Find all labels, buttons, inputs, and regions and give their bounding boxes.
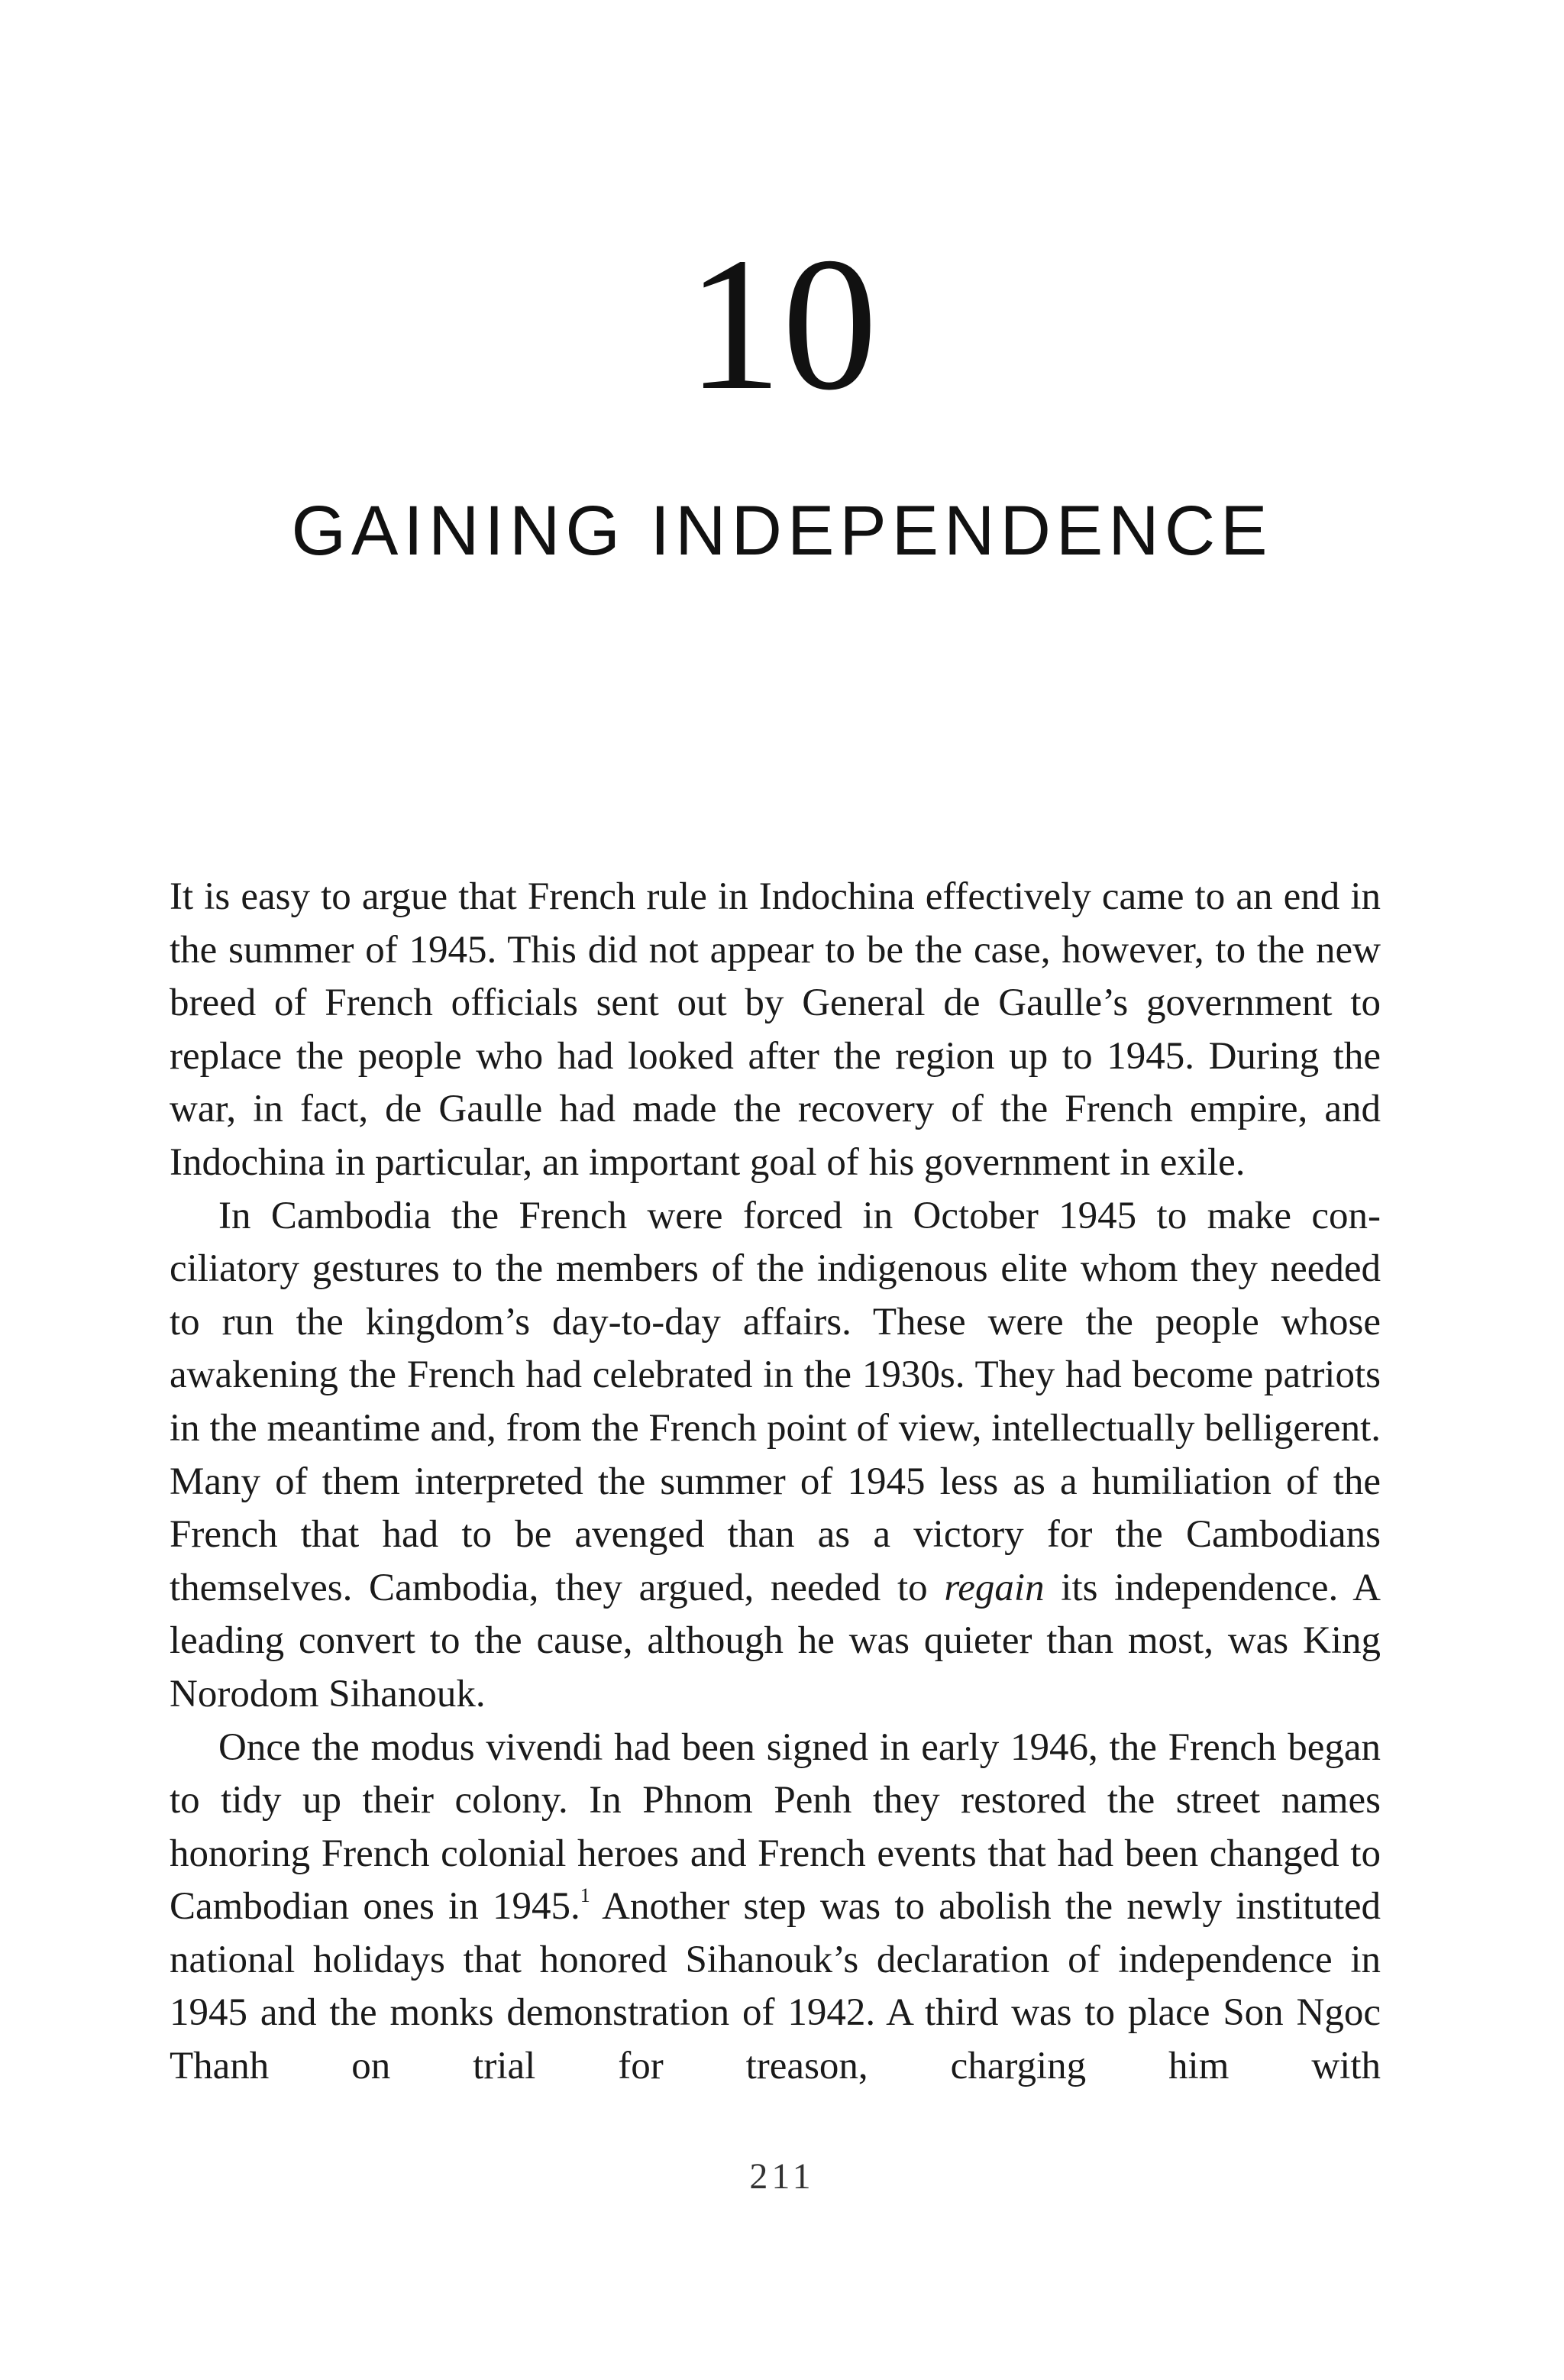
chapter-title: GAINING INDEPENDENCE: [291, 492, 1273, 570]
italic-emphasis: regain: [944, 1566, 1045, 1609]
paragraph-3-text-start: Once the modus vivendi had been signed in early 1946, the French began to tidy up their colony. In Phnom Penh they restored the street names honoring French colonial heroes and French events that had been changed to Cambodian ones in 1945.: [170, 1725, 1381, 1929]
chapter-number: 10: [687, 218, 877, 430]
paragraph-3-text-end: Another step was to abolish the newly instituted national holidays that honored Sihanouk’s declaration of independence in 1945 and the monks demonstration of 1942. A third was to place Son Ngoc Thanh on trial for treason, charging him with: [170, 1885, 1381, 2088]
body-text: [170, 871, 1381, 2094]
paragraph-1: It is easy to argue that French rule in Indochina effectively came to an end in the summer of 1945. This did not appear to be the case, however, to the new breed of French officials sent out by General de Gaulle’s government to replace the people who had looked after the region up to 1945. During the war, in fact, de Gaulle had made the recovery of the French empire, and Indochina in particular, an important goal of his government in exile.: [170, 875, 1381, 1184]
paragraph-2: [170, 1190, 1381, 1722]
paragraph-2-text-end: its independence. A leading convert to the cause, although he was quieter than most, was King Norodom Sihanouk.: [170, 1566, 1381, 1715]
paragraph-2-text-start: In Cambodia the French were forced in October 1945 to make conciliatory gestures to the members of the indigenous elite whom they needed to run the kingdom’s day-to-day affairs. These were the people whose awakening the French had celebrated in the 1930s. They had become patriots in the meantime and, from the French point of view, intellectually belligerent. Many of them interpreted the summer of 1945 less as a humiliation of the French that had to be avenged than as a victory for the Cambodians themselves. Cambodia, they argued, needed to: [170, 1194, 1381, 1609]
paragraph-3: [170, 1722, 1381, 2094]
page-number: 211: [749, 2156, 815, 2197]
footnote-marker: 1: [580, 1884, 590, 1907]
